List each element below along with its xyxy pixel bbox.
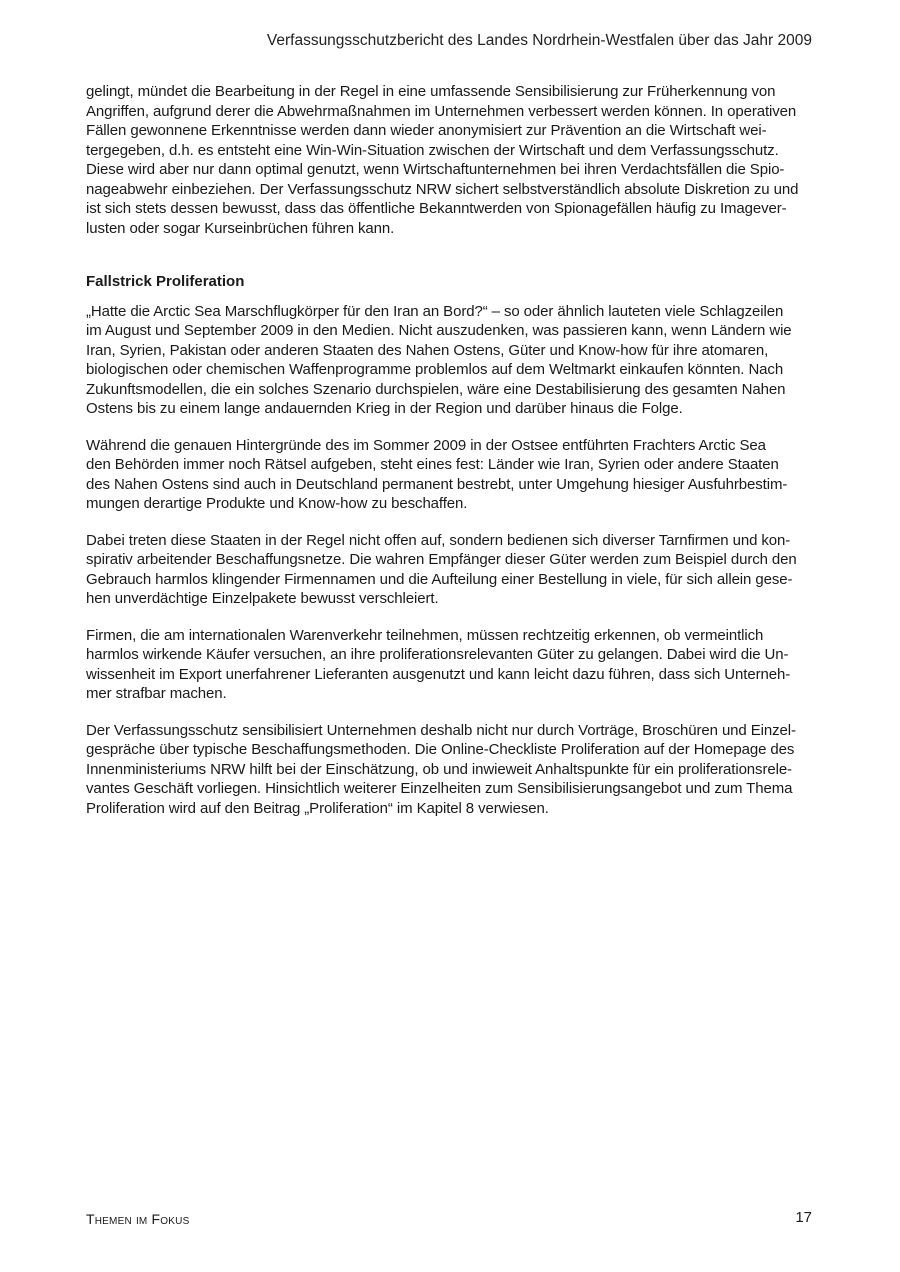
text-line: des Nahen Ostens sind auch in Deutschland permanent bestrebt, unter Umgehung hiesiger Ausfuhrbestim- bbox=[86, 475, 788, 493]
paragraph-companies bbox=[86, 626, 814, 704]
text-line: vantes Geschäft vorliegen. Hinsichtlich weiterer Einzelheiten zum Sensibilisierungsangebot und zum Thema bbox=[86, 780, 793, 797]
text-line: Während die genauen Hintergründe des im Sommer 2009 in der Ostsee entführten Frachters Arctic Sea bbox=[86, 436, 766, 454]
text-line: Dabei treten diese Staaten in der Regel nicht offen auf, sondern bedienen sich diverser Tarnfirmen und kon- bbox=[86, 531, 791, 549]
text-line: den Behörden immer noch Rätsel aufgeben, steht eines fest: Länder wie Iran, Syrien oder andere Staaten bbox=[86, 456, 779, 473]
text-line: Firmen, die am internationalen Warenverkehr teilnehmen, müssen rechtzeitig erkennen, ob vermeintlich bbox=[86, 626, 764, 644]
text-line: im August und September 2009 in den Medien. Nicht auszudenken, was passieren kann, wenn Ländern wie bbox=[86, 322, 792, 339]
paragraph-intro bbox=[86, 82, 814, 238]
text-line: „Hatte die Arctic Sea Marschflugkörper für den Iran an Bord?“ – so oder ähnlich lauteten viele Schlagzeilen bbox=[86, 302, 784, 320]
text-line: Proliferation wird auf den Beitrag „Proliferation“ im Kapitel 8 verwiesen. bbox=[86, 799, 549, 817]
text-line: mungen derartige Produkte und Know-how zu beschaffen. bbox=[86, 495, 468, 512]
text-line: Angriffen, aufgrund derer die Abwehrmaßnahmen im Unternehmen verbessert werden können. In operativen bbox=[86, 102, 797, 120]
text-line: tergegeben, d.h. es entsteht eine Win-Win-Situation zwischen der Wirtschaft und dem Verfassungsschutz. bbox=[86, 141, 779, 159]
page-number: 17 bbox=[795, 1209, 812, 1226]
text-line: biologischen oder chemischen Waffenprogramme problemlos auf dem Weltmarkt einkaufen könnten. Nach bbox=[86, 361, 784, 378]
text-line: Fällen gewonnene Erkenntnisse werden dann wieder anonymisiert zur Prävention an die Wirtschaft wei- bbox=[86, 122, 767, 139]
text-line: gespräche über typische Beschaffungsmethoden. Die Online-Checkliste Proliferation auf der Homepage des bbox=[86, 741, 795, 758]
text-line: nageabwehr einbeziehen. Der Verfassungsschutz NRW sichert selbstverständlich absolute Diskretion zu und bbox=[86, 180, 799, 198]
paragraph-awareness bbox=[86, 721, 814, 819]
text-line: harmlos wirkende Käufer versuchen, an ihre proliferationsrelevanten Güter zu gelangen. Dabei wird die Un- bbox=[86, 646, 789, 663]
text-line: Innenministeriums NRW hilft bei der Einschätzung, ob und inwieweit Anhaltspunkte für ein proliferationsrele- bbox=[86, 760, 792, 778]
text-line: Gebrauch harmlos klingender Firmennamen und die Aufteilung einer Bestellung in viele, für sich allein gese- bbox=[86, 570, 793, 588]
page-body bbox=[86, 82, 814, 835]
text-line: gelingt, mündet die Bearbeitung in der Regel in eine umfassende Sensibilisierung zur Früherkennung von bbox=[86, 83, 776, 100]
text-line: Diese wird aber nur dann optimal genutzt, wenn Wirtschaftunternehmen bei ihren Verdachtsfällen die Spio- bbox=[86, 161, 785, 178]
text-line: Zukunftsmodellen, die ein solches Szenario durchspielen, wäre eine Destabilisierung des gesamten Nahen bbox=[86, 380, 786, 398]
text-line: lusten oder sogar Kurseinbrüchen führen kann. bbox=[86, 219, 395, 237]
text-line: ist sich stets dessen bewusst, dass das öffentliche Bekanntwerden von Spionagefällen häufig zu Imagever- bbox=[86, 200, 787, 217]
paragraph-background bbox=[86, 436, 814, 514]
text-line: spirativ arbeitender Beschaffungsnetze. Die wahren Empfänger dieser Güter werden zum Beispiel durch den bbox=[86, 551, 797, 568]
text-line: Iran, Syrien, Pakistan oder anderen Staaten des Nahen Ostens, Güter und Know-how für ihre atomaren, bbox=[86, 341, 769, 359]
section-heading: Fallstrick Proliferation bbox=[86, 273, 245, 290]
paragraph-arctic-sea bbox=[86, 302, 814, 419]
text-line: Der Verfassungsschutz sensibilisiert Unternehmen deshalb nicht nur durch Vorträge, Broschüren und Einzel- bbox=[86, 721, 796, 739]
footer-section-title: Themen im Fokus bbox=[86, 1211, 190, 1227]
text-line: Ostens bis zu einem lange andauernden Krieg in der Region und darüber hinaus die Folge. bbox=[86, 400, 683, 417]
text-line: wissenheit im Export unerfahrener Lieferanten ausgenutzt und kann leicht dazu führen, dass sich Unterneh- bbox=[86, 665, 791, 683]
text-line: hen unverdächtige Einzelpakete bewusst verschleiert. bbox=[86, 590, 439, 607]
running-header: Verfassungsschutzbericht des Landes Nordrhein-Westfalen über das Jahr 2009 bbox=[266, 32, 812, 49]
text-line: mer strafbar machen. bbox=[86, 685, 227, 702]
paragraph-front-companies bbox=[86, 531, 814, 609]
